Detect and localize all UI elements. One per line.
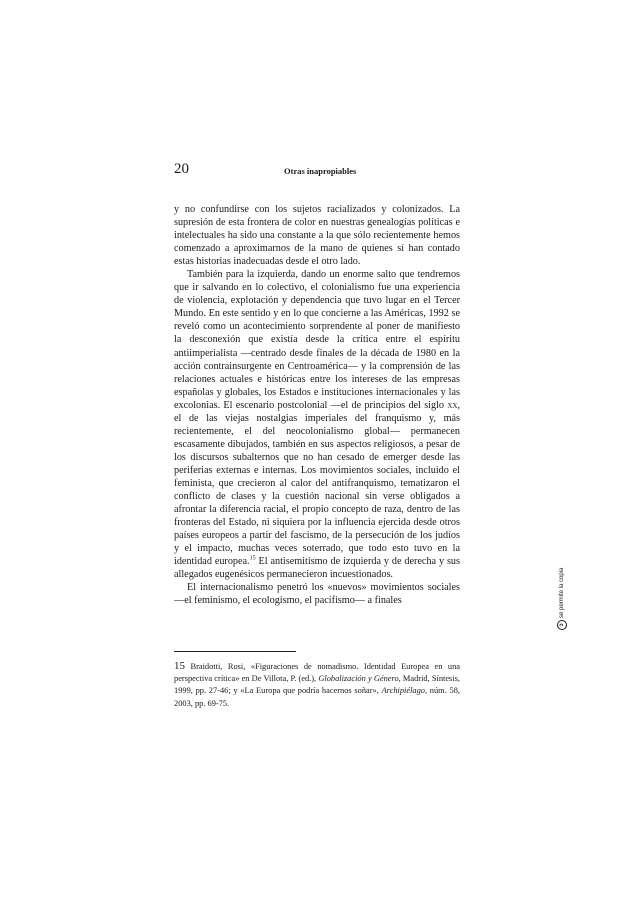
footnote-journal-title: Archipiélago: [381, 686, 425, 696]
copyleft-text: se permite la copia: [559, 567, 565, 618]
copyleft-icon: c: [557, 620, 567, 630]
paragraph-2-part-c: El antisemitismo de izquierda y de derecha y sus allegados eugenésicos permanecieron incuestionados.: [174, 556, 460, 581]
paragraph-2: [174, 268, 460, 581]
footnote-text-c: , núm. 58, 2003, pp. 69-75.: [174, 686, 460, 708]
century-numeral: xx: [447, 399, 458, 411]
footnote-number: 15: [174, 660, 185, 672]
paragraph-3: El internacionalismo penetró los «nuevos» movimientos sociales —el feminismo, el ecologismo, el pacifismo— a finales: [174, 582, 460, 607]
footnote-text-a: Braidotti, Rosi, «Figuraciones de nomadismo. Identidad Europea en una perspectiva crítica» en De Villota, P. (ed.),: [174, 662, 460, 684]
footnote-reference[interactable]: 15: [249, 555, 256, 562]
paragraph-2-part-a: También para la izquierda, dando un enorme salto que tendremos que ir salvando en lo colectivo, el colonialismo fue una experiencia de violencia, explotación y dependencia que tuvo lugar en el Tercer Mundo. En este sentido y en lo que concierne a las Américas, 1992 se reveló como un acontecimiento sorprendente al poner de manifiesto la desconexión que existía desde la crítica entre el espíritu antiimperialista —centrado desde finales de la década de 1980 en la acción contrainsurgente en Centroamérica— y la comprensión de las relaciones actuales e históricas entre los intereses de las empresas españolas y globales, los Estados e instituciones internacionales y las excolonias. El escenario postcolonial —el de principios del siglo: [174, 269, 460, 411]
page-number: 20: [174, 161, 189, 177]
running-title: Otras inapropiables: [284, 166, 357, 176]
page-header: [174, 161, 460, 181]
footnote-book-title: Globalización y Género: [318, 674, 399, 684]
paragraph-1: y no confundirse con los sujetos racializados y colonizados. La supresión de esta frontera de color en nuestras genealogías políticas e intelectuales ha sido una constante a la que sólo recientemente hemos comenzado a aproximarnos de la mano de quienes sí han contado estas historias inadecuadas desde el otro lado.: [174, 204, 460, 268]
copyleft-notice: [557, 568, 567, 630]
footnote-text-b: , Madrid, Síntesis, 1999, pp. 27-46; y «La Europa que podría hacernos soñar»,: [174, 674, 461, 696]
footnote-divider: [174, 651, 296, 652]
footnote: [174, 660, 460, 710]
paragraph-2-part-b: , el de las viejas nostalgias imperiales del franquismo y, más recientemente, el del neocolonialismo global— permanecen escasamente dibujados, también en sus aspectos religiosos, a pesar de los discursos subalternos que no han cesado de emerger desde las periferias externas e internas. Los movimientos sociales, incluido el feminista, que crecieron al calor del antifranquismo, tematizaron el conflicto de clases y la cuestión nacional sin verse obligados a afrontar la diferencia racial, el propio concepto de raza, dentro de las fronteras del Estado, ni siquiera por la influencia ejercida desde otros países europeos a partir del fascismo, de la persecución de los judíos y el impacto, muchas veces soterrado, que todo esto tuvo en la identidad europea.: [174, 399, 460, 568]
body-text: [174, 203, 460, 607]
